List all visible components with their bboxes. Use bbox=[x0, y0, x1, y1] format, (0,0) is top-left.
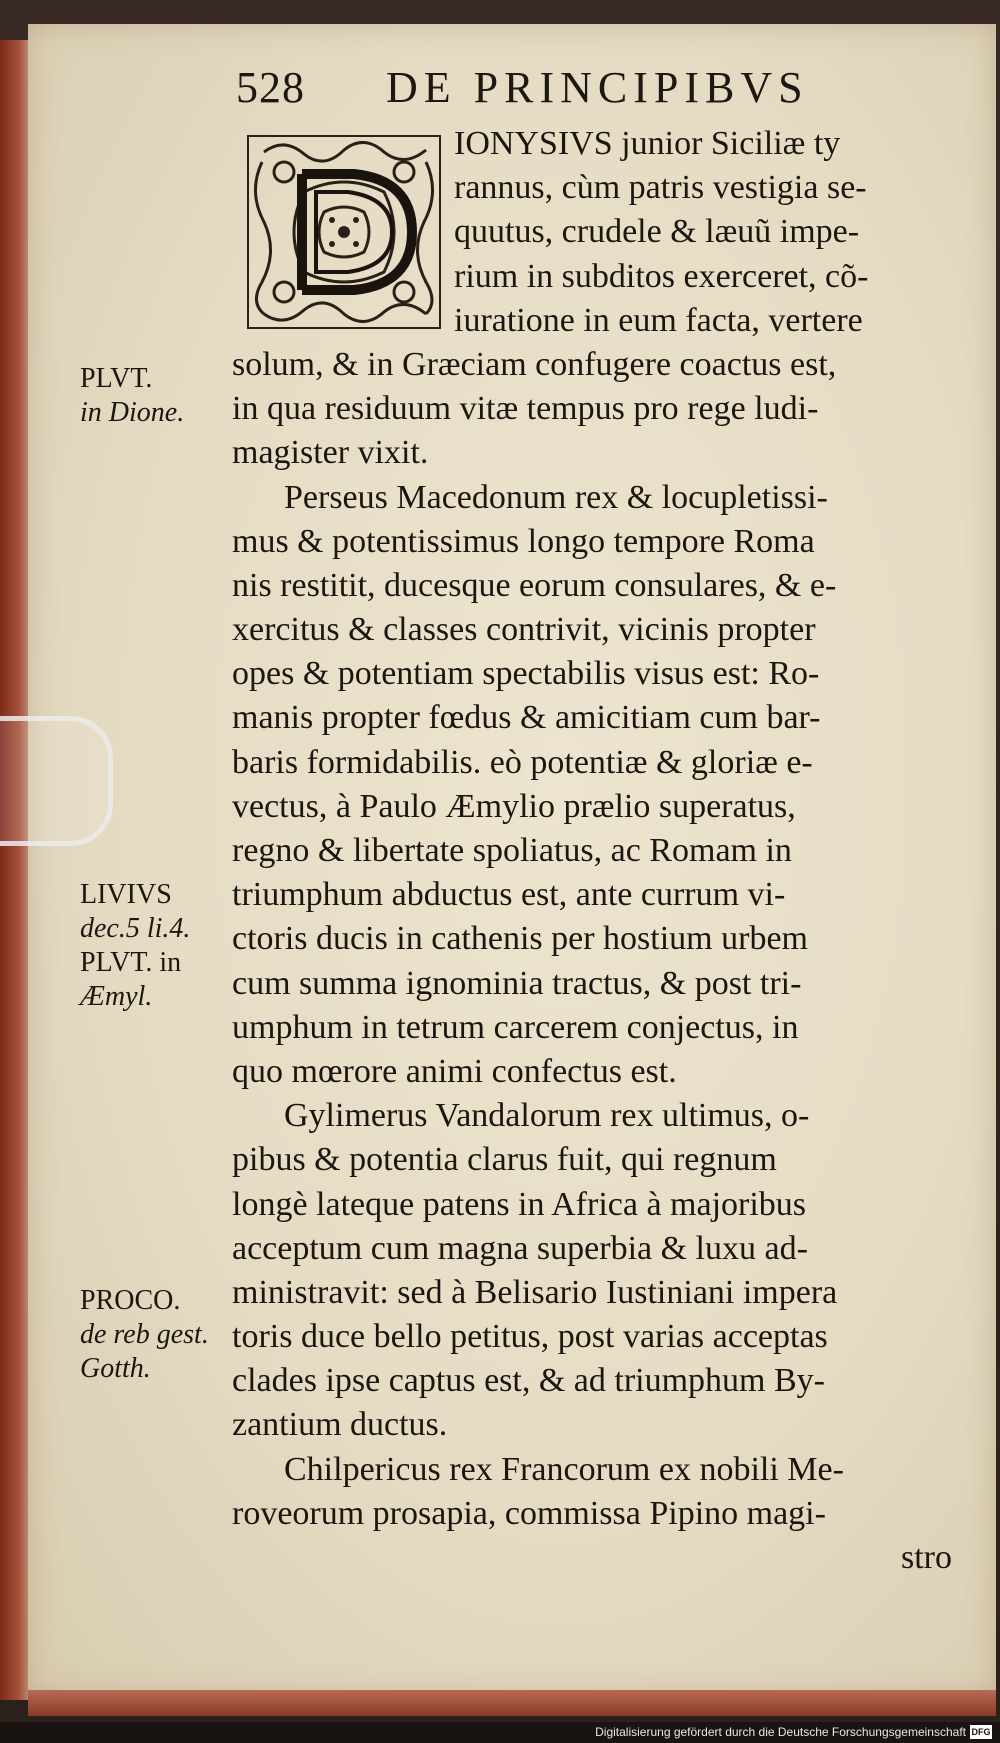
text-line: umphum in tetrum carcerem conjectus, in bbox=[232, 1008, 799, 1046]
text-line: toris duce bello petitus, post varias acceptas bbox=[232, 1318, 828, 1356]
margin-note-line: Æmyl. bbox=[80, 981, 153, 1012]
footer-credit: Digitalisierung gefördert durch die Deutsche Forschungsgemeinschaft bbox=[595, 1725, 966, 1739]
text-line: cum summa ignominia tractus, & post tri- bbox=[232, 964, 802, 1002]
margin-note-line: LIVIVS bbox=[80, 879, 172, 910]
text-line: quo mœrore animi confectus est. bbox=[232, 1052, 677, 1090]
margin-note-line: PLVT. bbox=[80, 363, 153, 394]
main-text bbox=[232, 122, 952, 1580]
text-line: triumphum abductus est, ante currum vi- bbox=[232, 876, 786, 914]
text-line: xercitus & classes contrivit, vicinis propter bbox=[232, 611, 816, 649]
text-line: iuratione in eum facta, vertere bbox=[454, 301, 863, 339]
text-line: Perseus Macedonum rex & locupletissi- bbox=[284, 478, 828, 516]
margin-note bbox=[80, 1284, 209, 1386]
text-line: acceptum cum magna superbia & luxu ad- bbox=[232, 1229, 808, 1267]
margin-note-line: dec.5 li.4. bbox=[80, 913, 191, 944]
running-head: DE PRINCIPIBVS bbox=[386, 63, 809, 112]
text-line: IONYSIVS junior Siciliæ ty bbox=[454, 125, 841, 162]
text-line: solum, & in Græciam confugere coactus est, bbox=[232, 345, 837, 383]
page-clip bbox=[0, 716, 113, 846]
text-line: roveorum prosapia, commissa Pipino magi- bbox=[232, 1494, 826, 1532]
text-line: magister vixit. bbox=[232, 434, 429, 472]
text-line: manis propter fœdus & amicitiam cum bar- bbox=[232, 699, 821, 737]
text-line: mus & potentissimus longo tempore Roma bbox=[232, 522, 815, 560]
text-line: pibus & potentia clarus fuit, qui regnum bbox=[232, 1141, 777, 1179]
footer-bar bbox=[0, 1722, 1000, 1743]
text-line: baris formidabilis. eò potentiæ & gloriæ e- bbox=[232, 743, 813, 781]
margin-note-line: PROCO. bbox=[80, 1285, 181, 1316]
text-line: zantium ductus. bbox=[232, 1406, 448, 1444]
page-header bbox=[236, 62, 896, 122]
margin-note-line: Gotth. bbox=[80, 1353, 151, 1384]
text-line: in qua residuum vitæ tempus pro rege ludi- bbox=[232, 390, 819, 428]
text-line: regno & libertate spoliatus, ac Romam in bbox=[232, 832, 792, 869]
text-line: nis restitit, ducesque eorum consulares, & e- bbox=[232, 566, 837, 604]
text-line: longè lateque patens in Africa à majoribus bbox=[232, 1185, 807, 1223]
text-line: quutus, crudele & læuũ impe- bbox=[454, 213, 860, 251]
margin-note bbox=[80, 878, 190, 1014]
margin-note-line: de reb gest. bbox=[80, 1319, 209, 1350]
text-line: ministravit: sed à Belisario Iustiniani impera bbox=[232, 1273, 838, 1311]
dfg-logo: DFG bbox=[971, 1727, 991, 1737]
text-line: ctoris ducis in cathenis per hostium urbem bbox=[232, 920, 808, 958]
page-bottom-edge bbox=[28, 1690, 996, 1716]
text-line: opes & potentiam spectabilis visus est: Ro- bbox=[232, 655, 820, 693]
text-line: clades ipse captus est, & ad triumphum By- bbox=[232, 1362, 825, 1400]
catchword: stro bbox=[901, 1539, 952, 1576]
text-line: Gylimerus Vandalorum rex ultimus, o- bbox=[284, 1097, 810, 1135]
margin-note bbox=[80, 362, 184, 430]
text-line: Chilpericus rex Francorum ex nobili Me- bbox=[284, 1450, 844, 1488]
page-number: 528 bbox=[236, 63, 305, 112]
margin-note-line: PLVT. in bbox=[80, 947, 182, 978]
margin-note-line: in Dione. bbox=[80, 397, 185, 428]
text-line: rannus, cùm patris vestigia se- bbox=[454, 169, 867, 207]
text-line: vectus, à Paulo Æmylio prælio superatus, bbox=[232, 787, 796, 825]
text-line: rium in subditos exerceret, cõ- bbox=[454, 257, 869, 295]
